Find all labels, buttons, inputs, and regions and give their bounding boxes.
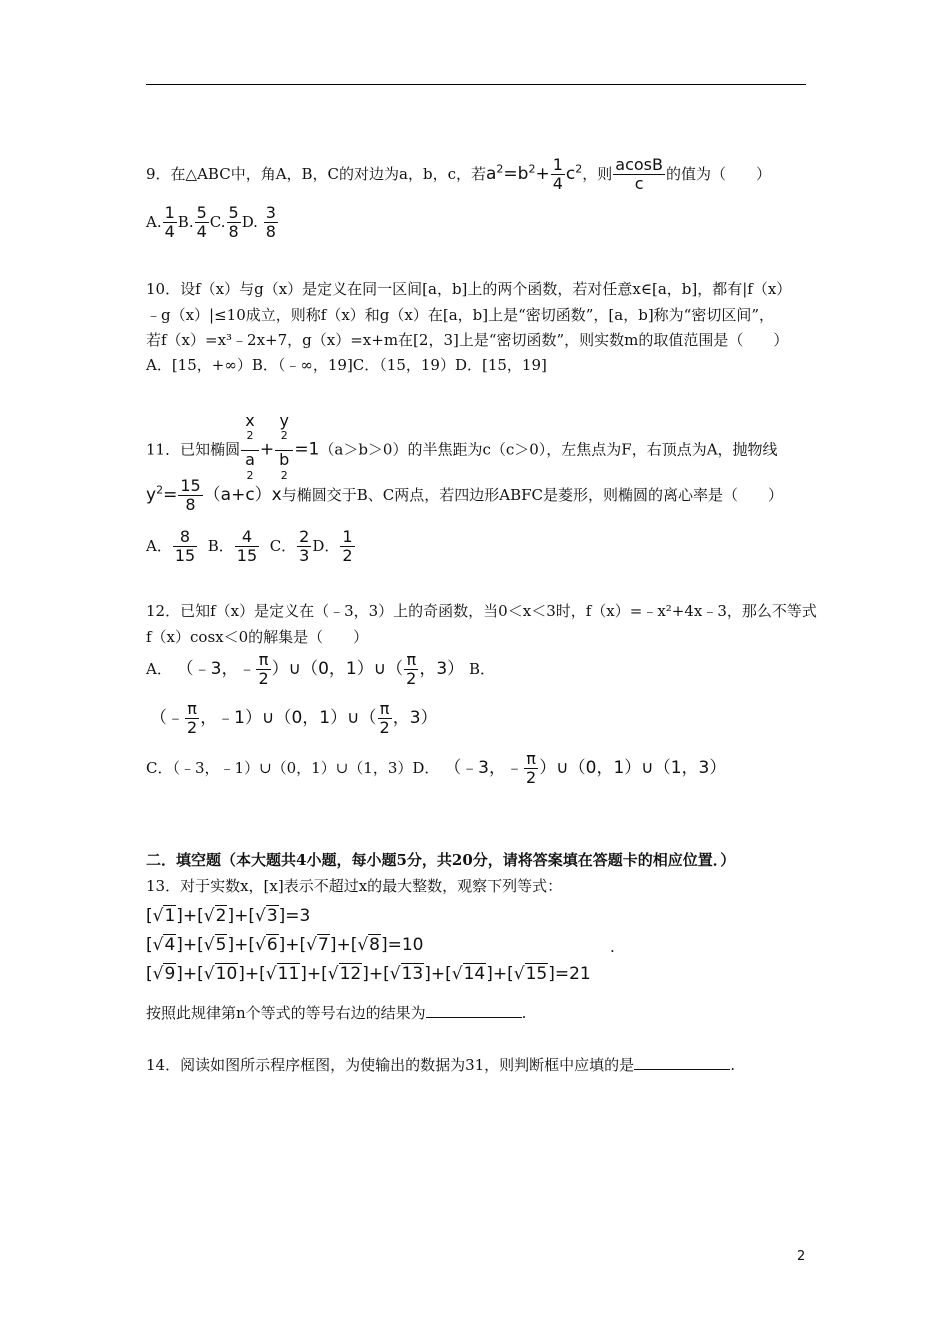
question-13-equation-3: [√9]+[√10]+[√11]+[√12]+[√13]+[√14]+[√15]=21	[146, 964, 591, 984]
question-13-equation-2: [√4]+[√5]+[√6]+[√7]+[√8]=10	[146, 935, 424, 955]
question-10-line-1: 10．设f（x）与g（x）是定义在同一区间[a，b]上的两个函数，若对任意x∈[a，b]，都有|f（x）	[146, 280, 792, 298]
question-12-option-a: A． （﹣3，﹣ $\frac{\pi}{2}$ ）∪（0，1）∪（ $\frac{\pi}{2}$ ，3） B．	[146, 650, 495, 689]
question-14: 14．阅读如图所示程序框图，为使输出的数据为31，则判断框中应填的是 .	[146, 1056, 735, 1074]
header-rule	[146, 84, 806, 85]
question-13-dot: .	[610, 938, 615, 956]
question-13-equation-1: [√1]+[√2]+[√3]=3	[146, 906, 311, 926]
question-11-options: A． $\frac{8}{15}$ B． $\frac{4}{15}$ C． $\frac{2}{3}$ D． $\frac{1}{2}$	[146, 527, 353, 566]
question-11-line-1: 11．已知椭圆 x $^2$ a $^2$ + y $^2$ b $^2$ =1（a＞b＞0）的半焦距为c（c＞0），左焦点为F，右顶点为A，抛物线	[146, 411, 778, 482]
question-12-line-1: 12．已知f（x）是定义在（﹣3，3）上的奇函数，当0＜x＜3时，f（x）=﹣x²+4x﹣3，那么不等式	[146, 602, 817, 620]
question-13-conclusion: 按照此规律第n个等式的等号右边的结果为 .	[146, 1004, 527, 1022]
question-10-line-2: ﹣g（x）|≤10成立，则称f（x）和g（x）在[a，b]上是“密切函数”，[a，b]称为“密切区间”，	[146, 306, 775, 324]
question-9-stem: 9．在△ABC中，角A，B，C的对边为a，b，c，若$a^2=b^2+$ $\frac{1}{4}$ $c^2$，则 $\frac{acosB}{c}$ 的值为（ ）	[146, 155, 771, 194]
section-2-heading: 二．填空题（本大题共4小题，每小题5分，共20分，请将答案填在答题卡的相应位置．）	[146, 851, 736, 869]
answer-blank-13[interactable]	[426, 1003, 522, 1018]
question-11-line-2: $y^2=$ $\frac{15}{8}$ （a+c）x与椭圆交于B、C两点，若四边形ABFC是菱形，则椭圆的离心率是（ ）	[146, 476, 783, 515]
question-10-options: A．[15，+∞）B．（﹣∞，19]C．（15，19）D．[15，19]	[146, 356, 547, 374]
question-12-option-b: （﹣ $\frac{\pi}{2}$ ，﹣1）∪（0，1）∪（ $\frac{\pi}{2}$ ，3）	[150, 699, 438, 738]
question-12-line-2: f（x）cosx＜0的解集是（ ）	[146, 628, 369, 646]
question-9-options: A. $\frac{1}{4}$ B. $\frac{5}{4}$ C. $\frac{5}{8}$ D. $\frac{3}{8}$	[146, 203, 276, 242]
question-10-line-3: 若f（x）=x³﹣2x+7，g（x）=x+m在[2，3]上是“密切函数”，则实数m的取值范围是（ ）	[146, 331, 789, 349]
answer-blank-14[interactable]	[634, 1055, 730, 1070]
question-12-options-c-d: C．（﹣3，﹣1）∪（0，1）∪（1，3）D． （﹣3，﹣ $\frac{\pi}{2}$ ）∪（0，1）∪（1，3）	[146, 749, 727, 788]
page-number: 2	[797, 1249, 806, 1264]
question-13-intro: 13．对于实数x，[x]表示不超过x的最大整数，观察下列等式：	[146, 877, 563, 895]
